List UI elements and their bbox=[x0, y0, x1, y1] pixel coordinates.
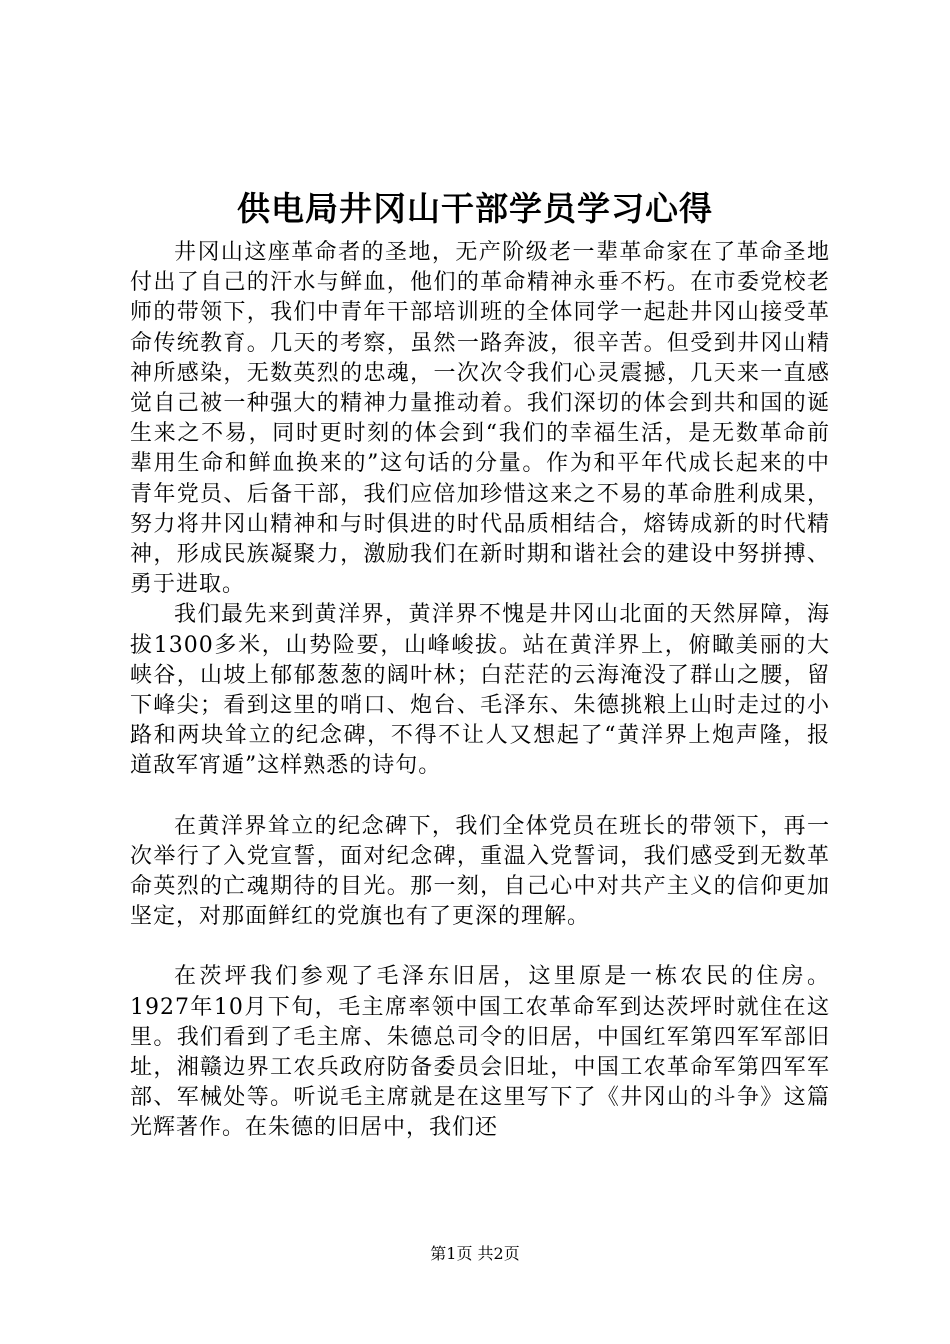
paragraph: 我们最先来到黄洋界，黄洋界不愧是井冈山北面的天然屏障，海拔1300多米，山势险要，山峰峻拔。站在黄洋界上，俯瞰美丽的大峡谷，山坡上郁郁葱葱的阔叶林；白茫茫的云海淹没了群山之腰，留下峰尖；看到这里的哨口、炮台、毛泽东、朱德挑粮上山时走过的小路和两块耸立的纪念碑，不得不让人又想起了“黄洋界上炮声隆，报道敌军宵遁”这样熟悉的诗句。 bbox=[130, 602, 830, 779]
document-body bbox=[130, 238, 830, 1144]
paragraph: 在茨坪我们参观了毛泽东旧居，这里原是一栋农民的住房。1927年10月下旬，毛主席率领中国工农革命军到达茨坪时就住在这里。我们看到了毛主席、朱德总司令的旧居，中国红军第四军军部旧址，湘赣边界工农兵政府防备委员会旧址，中国工农革命军第四军军部、军械处等。听说毛主席就是在这里写下了《井冈山的斗争》这篇光辉著作。在朱德的旧居中，我们还 bbox=[130, 964, 831, 1141]
page-footer: 第1页 共2页 bbox=[430, 1244, 520, 1263]
paragraph: 在黄洋界耸立的纪念碑下，我们全体党员在班长的带领下，再一次举行了入党宣誓，面对纪念碑，重温入党誓词，我们感受到无数革命英烈的亡魂期待的目光。那一刻，自己心中对共产主义的信仰更加坚定，对那面鲜红的党旗也有了更深的理解。 bbox=[130, 813, 830, 930]
document-title: 供电局井冈山干部学员学习心得 bbox=[237, 189, 713, 228]
paragraph: 井冈山这座革命者的圣地，无产阶级老一辈革命家在了革命圣地付出了自己的汗水与鲜血，他们的革命精神永垂不朽。在市委党校老师的带领下，我们中青年干部培训班的全体同学一起赴井冈山接受革命传统教育。几天的考察，虽然一路奔波，很辛苦。但受到井冈山精神所感染，无数英烈的忠魂，一次次令我们心灵震撼，几天来一直感觉自己被一种强大的精神力量推动着。我们深切的体会到共和国的诞生来之不易，同时更时刻的体会到“我们的幸福生活，是无数革命前辈用生命和鲜血换来的”这句话的分量。作为和平年代成长起来的中青年党员、后备干部，我们应倍加珍惜这来之不易的革命胜利成果，努力将井冈山精神和与时俱进的时代品质相结合，熔铸成新的时代精神，形成民族凝聚力，激励我们在新时期和谐社会的建设中努拼搏、勇于进取。 bbox=[130, 240, 830, 598]
